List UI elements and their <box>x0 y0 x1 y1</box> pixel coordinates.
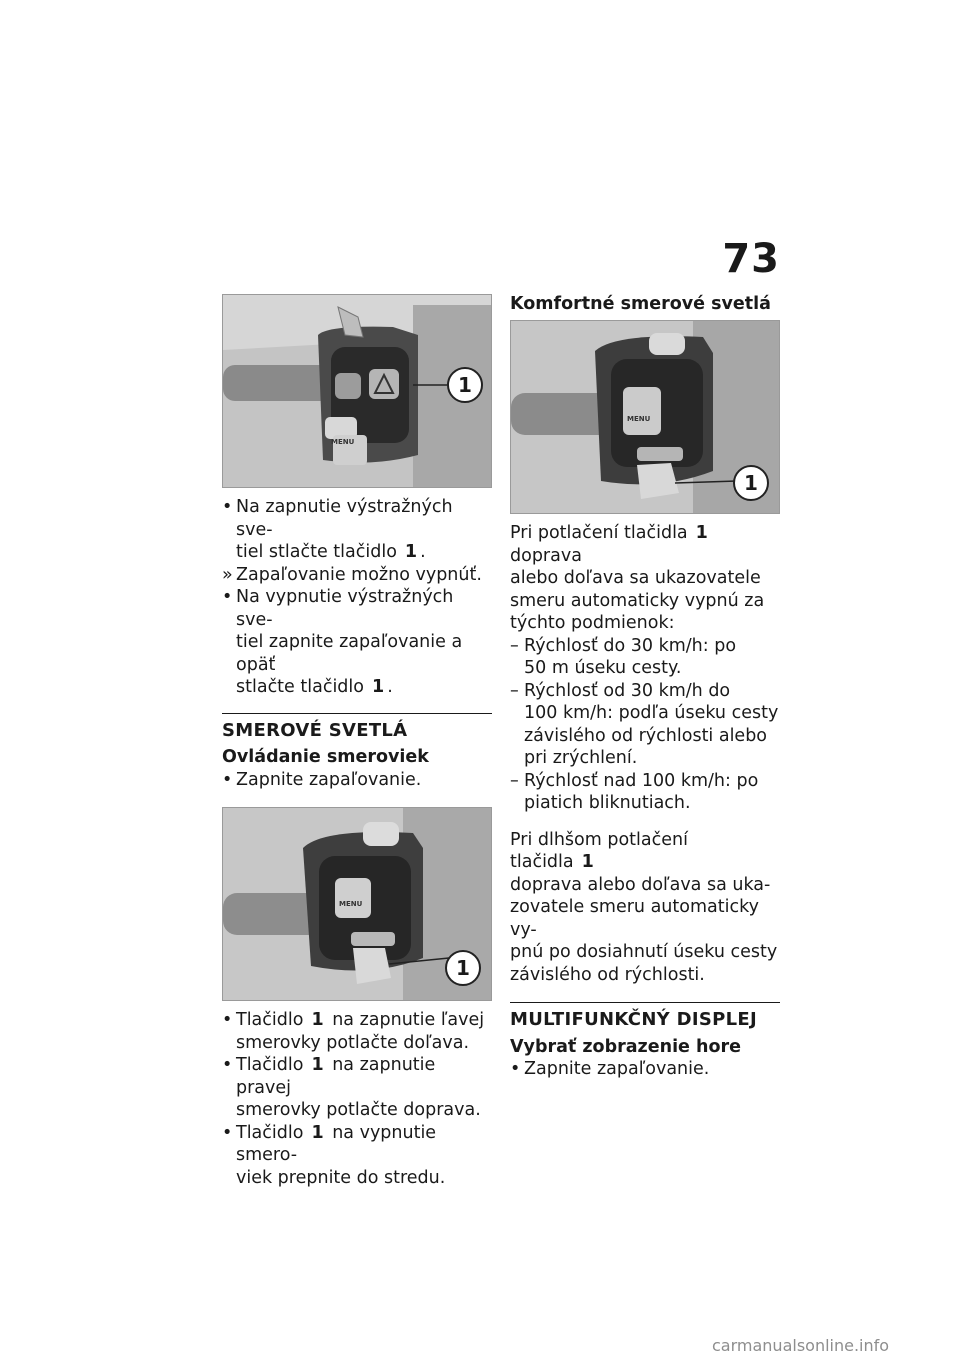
hazard-instructions <box>222 496 492 699</box>
callout-label: 1 <box>456 956 470 980</box>
condition-item: – Rýchlosť od 30 km/h do 100 km/h: podľa úseku cesty závislého od rýchlosti alebo pri zrýchlení. <box>510 680 779 768</box>
bullet-marker: • <box>222 497 233 517</box>
turn-signal-instructions <box>222 1009 492 1189</box>
dash-marker: – <box>510 680 519 701</box>
menu-label: MENU <box>331 438 355 446</box>
paragraph: Pri potlačení tlačidla 1 doprava alebo doľava sa ukazovatele smeru automaticky vypnú za týchto podmienok: <box>510 523 765 633</box>
right-column <box>510 294 780 1081</box>
button-reference: 1 <box>311 1122 324 1143</box>
subheading: Vybrať zobrazenie hore <box>510 1036 742 1057</box>
button-reference: 1 <box>404 542 418 562</box>
condition-item: – Rýchlosť do 30 km/h: po 50 m úseku cesty. <box>510 635 737 678</box>
photo-comfort-switch <box>510 320 780 514</box>
list-item: • Zapnite zapaľovanie. <box>222 769 422 790</box>
section-multifunction-display <box>510 1002 780 1081</box>
paragraph: Pri dlhšom potlačení tlačidla 1 doprava alebo doľava sa uka- zovatele smeru automaticky vy- pnú po dosiahnutí úseku cesty závislého od rýchlosti. <box>510 829 778 985</box>
watermark: carmanualsonline.info <box>712 1336 890 1355</box>
page-number: 73 <box>722 236 780 282</box>
list-item: • Na vypnutie výstražných sve- tiel zapnite zapaľovanie a opäť stlačte tlačidlo 1 . <box>222 587 463 697</box>
bullet-marker: • <box>222 1055 233 1075</box>
photo-hazard-switch <box>222 294 492 488</box>
callout-label: 1 <box>458 373 472 397</box>
section-title: SMEROVÉ SVETLÁ <box>222 719 408 741</box>
left-column <box>222 294 492 1189</box>
button-reference: 1 <box>581 852 594 872</box>
bullet-marker: • <box>222 1010 233 1030</box>
bullet-marker: • <box>222 587 233 607</box>
photo-turn-signal-switch <box>222 807 492 1001</box>
list-item-result: » Zapaľovanie možno vypnúť. <box>222 564 482 585</box>
list-item: • Zapnite zapaľovanie. <box>510 1059 710 1079</box>
button-reference: 1 <box>695 523 708 543</box>
list-item: • Tlačidlo 1 na zapnutie pravej smerovky potlačte doprava. <box>222 1055 481 1120</box>
button-reference: 1 <box>372 677 385 697</box>
callout-label: 1 <box>744 471 758 495</box>
section-turn-signals <box>222 713 492 792</box>
subheading: Ovládanie smeroviek <box>222 747 429 767</box>
section-title: MULTIFUNKČNÝ DISPLEJ <box>510 1009 757 1030</box>
button-reference: 1 <box>311 1010 324 1030</box>
menu-label: MENU <box>339 900 363 908</box>
bullet-marker: • <box>222 769 233 790</box>
list-item: • Tlačidlo 1 na zapnutie ľavej smerovky potlačte doľava. <box>222 1010 485 1053</box>
dash-marker: – <box>510 635 519 656</box>
heading-comfort-signals: Komfortné smerové svetlá <box>510 294 771 314</box>
comfort-signal-text <box>510 522 780 986</box>
list-item: • Tlačidlo 1 na vypnutie smero- viek prepnite do stredu. <box>222 1122 446 1188</box>
bullet-marker: • <box>222 1122 233 1143</box>
condition-item: – Rýchlosť nad 100 km/h: po piatich bliknutiach. <box>510 770 759 813</box>
menu-label: MENU <box>627 415 651 423</box>
button-reference: 1 <box>311 1055 324 1075</box>
dash-marker: – <box>510 770 519 791</box>
bullet-marker: • <box>510 1059 521 1079</box>
list-item: • Na zapnutie výstražných sve- tiel stlačte tlačidlo 1 . <box>222 497 453 562</box>
result-marker: » <box>222 564 233 585</box>
